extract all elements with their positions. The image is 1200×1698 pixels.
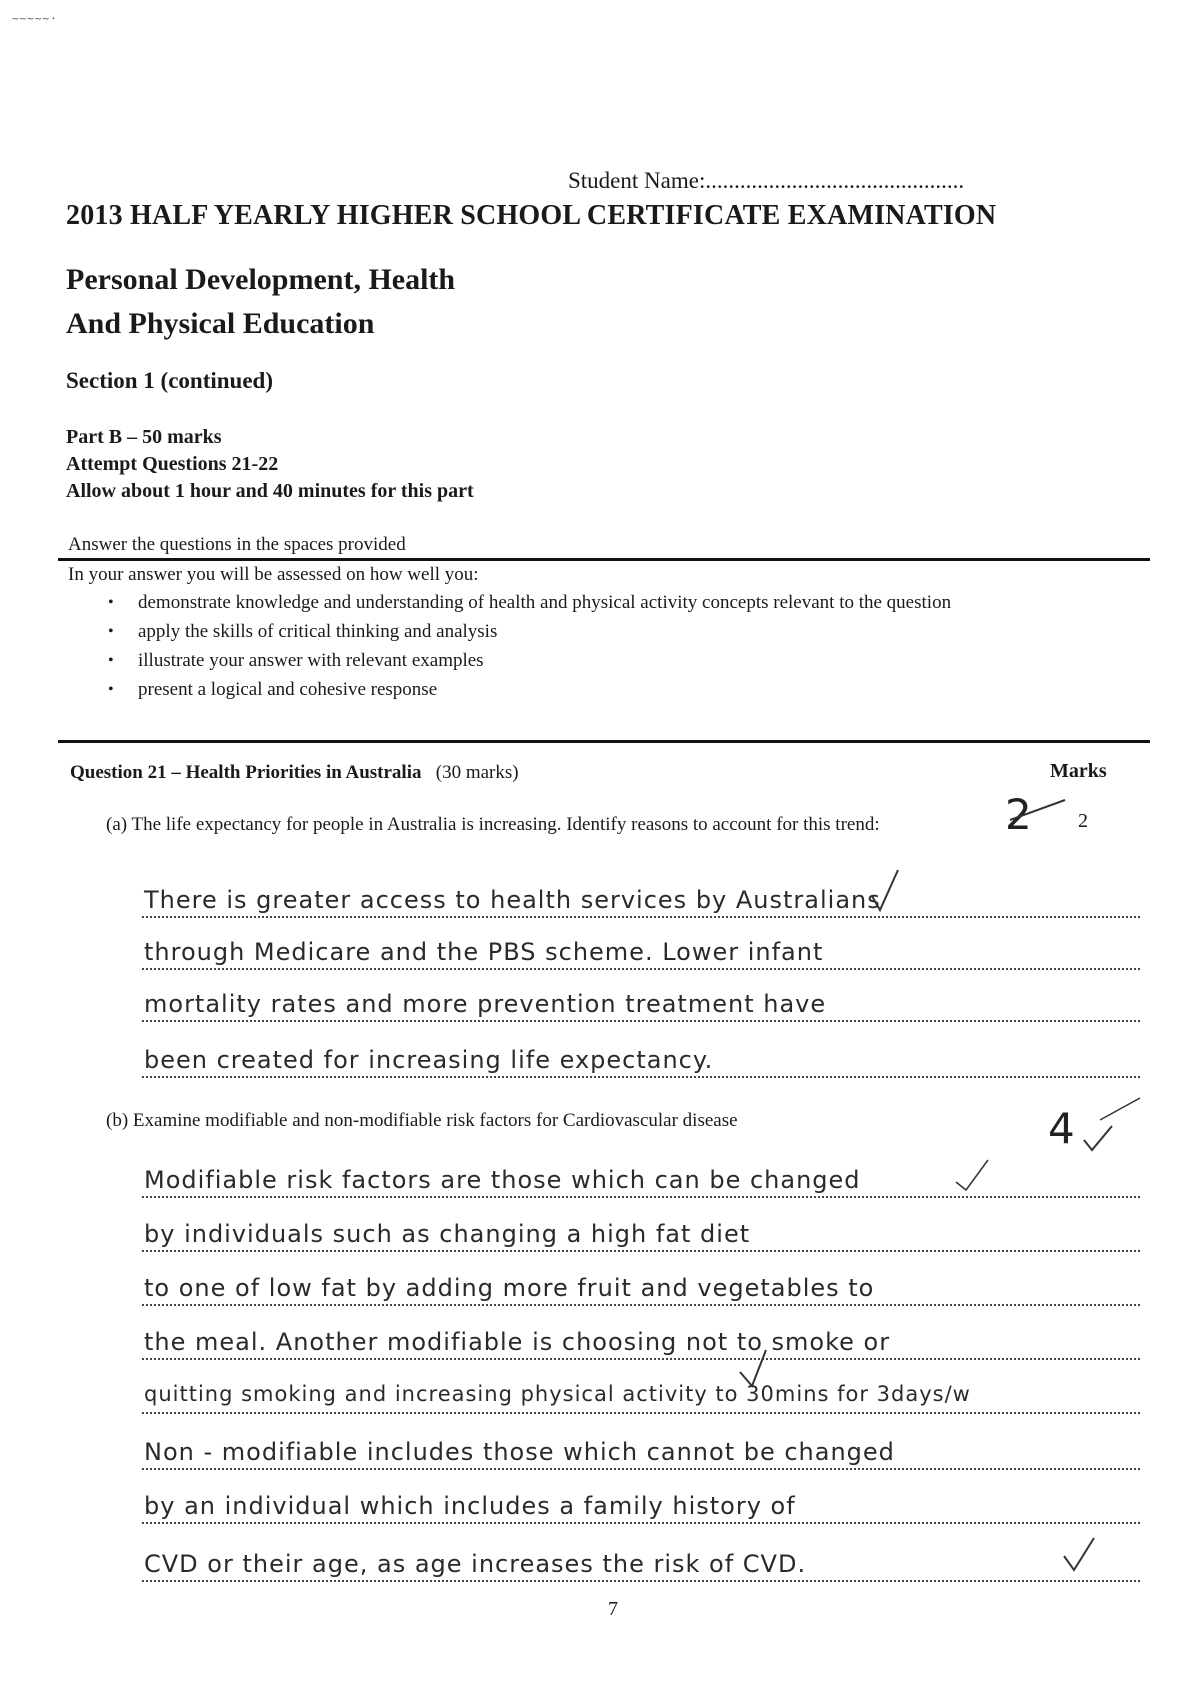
- time-allowance: Allow about 1 hour and 40 minutes for this part: [66, 480, 474, 502]
- question-b-awarded-score: 4: [1048, 1104, 1075, 1153]
- handwritten-answer-line: CVD or their age, as age increases the risk of CVD.: [144, 1550, 807, 1578]
- tick-mark-icon: [740, 1350, 766, 1386]
- question-title: Question 21 – Health Priorities in Australia: [70, 762, 422, 783]
- scan-corner-mark: ~~~~~·: [12, 12, 58, 25]
- part-marks: Part B – 50 marks: [66, 426, 222, 448]
- section-title: Section 1 (continued): [66, 368, 273, 393]
- subject-title-line-1: Personal Development, Health: [66, 263, 456, 296]
- marks-column-header: Marks: [1050, 760, 1107, 782]
- subject-title-line-2: And Physical Education: [66, 307, 375, 340]
- handwritten-answer-line: through Medicare and the PBS scheme. Lower infant: [144, 938, 824, 966]
- assessment-intro: In your answer you will be assessed on how well you:: [68, 564, 479, 585]
- handwritten-answer-line: the meal. Another modifiable is choosing not to smoke or: [144, 1328, 891, 1356]
- criteria-item: • demonstrate knowledge and understanding of health and physical activity concepts relevant to the question: [138, 588, 1148, 617]
- attempt-questions: Attempt Questions 21-22: [66, 453, 279, 475]
- handwritten-answer-line: quitting smoking and increasing physical activity to 30mins for 3days/w: [144, 1382, 971, 1406]
- question-total-marks: (30 marks): [435, 762, 519, 783]
- tick-mark-icon: [1084, 1126, 1112, 1150]
- handwritten-answer-line: been created for increasing life expectancy.: [144, 1046, 714, 1074]
- question-a-marks: 2: [1078, 810, 1088, 832]
- student-name-label: Student Name:.............................................: [568, 168, 965, 193]
- question-a-awarded-score: 2: [1005, 790, 1032, 839]
- tick-mark-icon: [872, 870, 898, 910]
- slash-mark-icon: [1010, 800, 1065, 820]
- handwritten-answer-line: There is greater access to health services by Australians: [144, 886, 881, 914]
- question-b-text: (b) Examine modifiable and non-modifiable risk factors for Cardiovascular disease: [106, 1110, 738, 1131]
- answer-note: Answer the questions in the spaces provided: [68, 534, 406, 555]
- criteria-item: • apply the skills of critical thinking and analysis: [138, 617, 1148, 646]
- question-a-text: (a) The life expectancy for people in Australia is increasing. Identify reasons to account for this trend:: [106, 814, 880, 835]
- handwritten-answer-line: to one of low fat by adding more fruit and vegetables to: [144, 1274, 875, 1302]
- tick-mark-icon: [1064, 1538, 1094, 1570]
- slash-mark-icon: [1100, 1098, 1140, 1120]
- criteria-item: • present a logical and cohesive response: [138, 675, 1148, 704]
- handwritten-answer-line: mortality rates and more prevention treatment have: [144, 990, 827, 1018]
- exam-title: 2013 HALF YEARLY HIGHER SCHOOL CERTIFICATE EXAMINATION: [66, 200, 997, 231]
- criteria-item: • illustrate your answer with relevant examples: [138, 646, 1148, 675]
- handwritten-answer-line: by an individual which includes a family history of: [144, 1492, 796, 1520]
- page-number: 7: [608, 1598, 618, 1620]
- handwritten-answer-line: Modifiable risk factors are those which can be changed: [144, 1166, 861, 1194]
- tick-mark-icon: [956, 1160, 988, 1190]
- handwritten-answer-line: Non - modifiable includes those which cannot be changed: [144, 1438, 895, 1466]
- handwritten-answer-line: by individuals such as changing a high fat diet: [144, 1220, 751, 1248]
